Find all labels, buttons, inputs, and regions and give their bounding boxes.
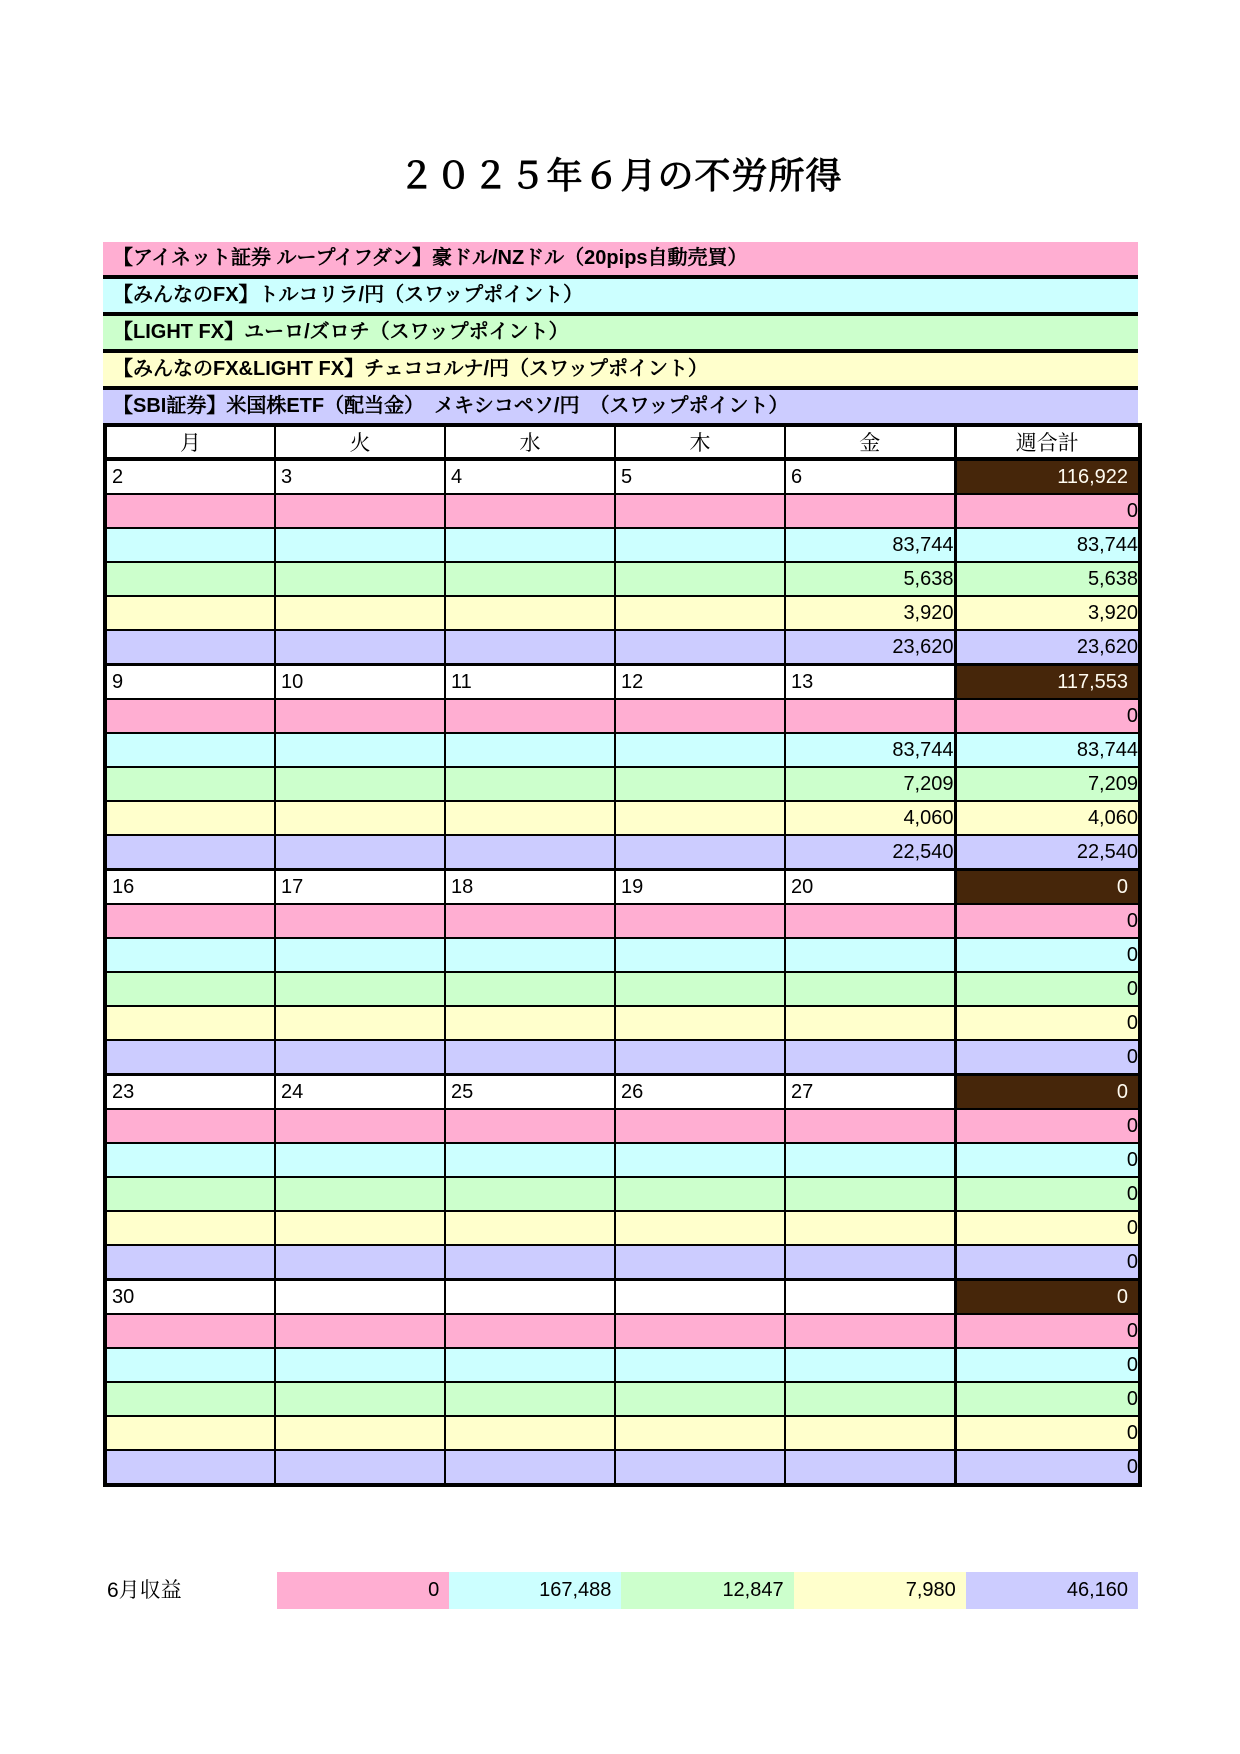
value-cell — [445, 630, 615, 665]
value-cell — [785, 1040, 955, 1075]
row-total-cell: 4,060 — [955, 801, 1140, 835]
value-cell — [105, 1143, 275, 1177]
value-cell — [275, 1211, 445, 1245]
date-cell: 6 — [785, 459, 955, 494]
value-cell: 22,540 — [785, 835, 955, 870]
series-row-minna-fx — [105, 938, 1140, 972]
series-row-minna-light-fx — [105, 801, 1140, 835]
date-cell: 24 — [275, 1075, 445, 1110]
date-cell: 27 — [785, 1075, 955, 1110]
value-cell — [105, 1109, 275, 1143]
date-cell: 26 — [615, 1075, 785, 1110]
row-total-cell: 0 — [955, 938, 1140, 972]
value-cell — [105, 1382, 275, 1416]
row-total-cell: 7,209 — [955, 767, 1140, 801]
value-cell — [615, 699, 785, 733]
row-total-cell: 0 — [955, 1245, 1140, 1280]
value-cell — [785, 494, 955, 528]
value-cell — [445, 528, 615, 562]
value-cell — [445, 699, 615, 733]
series-row-minna-light-fx — [105, 1006, 1140, 1040]
series-row-light-fx — [105, 562, 1140, 596]
value-cell — [105, 972, 275, 1006]
value-cell — [445, 1382, 615, 1416]
value-cell — [615, 1245, 785, 1280]
value-cell — [445, 733, 615, 767]
row-total-cell: 5,638 — [955, 562, 1140, 596]
row-total-cell: 0 — [955, 972, 1140, 1006]
value-cell: 23,620 — [785, 630, 955, 665]
value-cell — [275, 1416, 445, 1450]
value-cell — [785, 699, 955, 733]
value-cell — [615, 1109, 785, 1143]
week-total-cell: 116,922 — [955, 459, 1140, 494]
series-row-minna-light-fx — [105, 596, 1140, 630]
value-cell — [275, 596, 445, 630]
value-cell — [275, 699, 445, 733]
value-cell — [615, 904, 785, 938]
series-row-sbi — [105, 1245, 1140, 1280]
row-total-cell: 0 — [955, 494, 1140, 528]
value-cell — [785, 1450, 955, 1485]
monthly-summary — [107, 1572, 1138, 1609]
summary-value-light-fx: 12,847 — [621, 1572, 793, 1609]
row-total-cell: 83,744 — [955, 528, 1140, 562]
legend-item-label: 【みんなのFX】トルコリラ/円（スワップポイント） — [113, 284, 584, 306]
value-cell — [275, 1109, 445, 1143]
value-cell — [275, 767, 445, 801]
value-cell — [105, 1040, 275, 1075]
row-total-cell: 0 — [955, 1314, 1140, 1348]
summary-value-minna-light-fx: 7,980 — [794, 1572, 966, 1609]
row-total-cell: 0 — [955, 1177, 1140, 1211]
row-total-cell: 22,540 — [955, 835, 1140, 870]
value-cell — [615, 596, 785, 630]
legend-item-label: 【SBI証券】米国株ETF（配当金） メキシコペソ/円 （スワップポイント） — [113, 395, 789, 417]
value-cell — [105, 1416, 275, 1450]
series-row-light-fx — [105, 1382, 1140, 1416]
value-cell — [615, 972, 785, 1006]
value-cell — [105, 904, 275, 938]
value-cell: 4,060 — [785, 801, 955, 835]
value-cell — [105, 1211, 275, 1245]
value-cell — [105, 801, 275, 835]
row-total-cell: 23,620 — [955, 630, 1140, 665]
date-row — [105, 1075, 1140, 1110]
value-cell — [445, 835, 615, 870]
value-cell — [615, 630, 785, 665]
legend-item-label: 【LIGHT FX】ユーロ/ズロチ（スワップポイント） — [113, 321, 569, 343]
value-cell — [105, 1348, 275, 1382]
legend-item-light-fx — [103, 316, 1138, 353]
series-row-light-fx — [105, 1177, 1140, 1211]
date-cell: 18 — [445, 870, 615, 905]
series-row-minna-fx — [105, 528, 1140, 562]
weekday-header-row — [105, 425, 1140, 459]
date-cell: 19 — [615, 870, 785, 905]
date-cell: 23 — [105, 1075, 275, 1110]
date-cell: 16 — [105, 870, 275, 905]
series-row-ainet — [105, 494, 1140, 528]
value-cell — [275, 801, 445, 835]
value-cell — [785, 1143, 955, 1177]
value-cell — [615, 1416, 785, 1450]
value-cell — [785, 1211, 955, 1245]
series-row-sbi — [105, 630, 1140, 665]
summary-value-minna-fx: 167,488 — [449, 1572, 621, 1609]
value-cell — [615, 938, 785, 972]
value-cell — [275, 1314, 445, 1348]
value-cell — [275, 1040, 445, 1075]
value-cell — [615, 1006, 785, 1040]
date-cell: 9 — [105, 665, 275, 700]
value-cell — [445, 1416, 615, 1450]
value-cell: 83,744 — [785, 733, 955, 767]
date-cell: 13 — [785, 665, 955, 700]
value-cell — [785, 1109, 955, 1143]
value-cell — [445, 801, 615, 835]
value-cell — [445, 1348, 615, 1382]
value-cell — [275, 562, 445, 596]
summary-value-ainet: 0 — [277, 1572, 449, 1609]
row-total-cell: 0 — [955, 1416, 1140, 1450]
date-cell: 12 — [615, 665, 785, 700]
row-total-cell: 0 — [955, 1006, 1140, 1040]
date-cell: 11 — [445, 665, 615, 700]
page-title: ２０２５年６月の不労所得 — [398, 155, 843, 196]
value-cell — [445, 1040, 615, 1075]
value-cell — [275, 1382, 445, 1416]
date-row — [105, 459, 1140, 494]
date-cell: 4 — [445, 459, 615, 494]
legend — [103, 242, 1138, 423]
value-cell — [615, 1177, 785, 1211]
value-cell — [445, 938, 615, 972]
value-cell — [445, 904, 615, 938]
value-cell — [615, 562, 785, 596]
week-total-cell: 0 — [955, 1280, 1140, 1315]
series-row-sbi — [105, 835, 1140, 870]
value-cell — [785, 1006, 955, 1040]
value-cell — [785, 972, 955, 1006]
value-cell — [275, 528, 445, 562]
summary-label: 6月収益 — [107, 1579, 182, 1602]
value-cell — [275, 938, 445, 972]
value-cell — [275, 494, 445, 528]
legend-item-minna-fx — [103, 279, 1138, 316]
series-row-minna-light-fx — [105, 1416, 1140, 1450]
legend-item-label: 【アイネット証券 ループイフダン】豪ドル/NZドル（20pips自動売買） — [113, 247, 748, 269]
value-cell — [445, 1143, 615, 1177]
value-cell — [615, 767, 785, 801]
row-total-cell: 0 — [955, 699, 1140, 733]
value-cell: 5,638 — [785, 562, 955, 596]
value-cell — [785, 1416, 955, 1450]
value-cell — [785, 938, 955, 972]
value-cell — [105, 562, 275, 596]
value-cell — [105, 596, 275, 630]
row-total-cell: 0 — [955, 1040, 1140, 1075]
value-cell — [275, 1450, 445, 1485]
value-cell — [105, 835, 275, 870]
date-cell: 2 — [105, 459, 275, 494]
value-cell — [615, 1314, 785, 1348]
week-total-cell: 0 — [955, 1075, 1140, 1110]
value-cell — [105, 1006, 275, 1040]
row-total-cell: 0 — [955, 904, 1140, 938]
series-row-ainet — [105, 699, 1140, 733]
value-cell — [275, 1348, 445, 1382]
value-cell — [615, 1143, 785, 1177]
value-cell — [275, 733, 445, 767]
date-row — [105, 665, 1140, 700]
value-cell — [445, 1314, 615, 1348]
value-cell — [445, 1211, 615, 1245]
week-total-cell: 117,553 — [955, 665, 1140, 700]
legend-item-label: 【みんなのFX&LIGHT FX】チェココルナ/円（スワップポイント） — [113, 358, 709, 380]
value-cell — [445, 767, 615, 801]
value-cell — [105, 1314, 275, 1348]
col-header-wednesday: 水 — [445, 425, 615, 459]
value-cell — [615, 1382, 785, 1416]
date-row — [105, 1280, 1140, 1315]
value-cell — [445, 562, 615, 596]
col-header-tuesday: 火 — [275, 425, 445, 459]
series-row-ainet — [105, 1109, 1140, 1143]
col-header-thursday: 木 — [615, 425, 785, 459]
series-row-sbi — [105, 1040, 1140, 1075]
value-cell — [275, 1143, 445, 1177]
value-cell — [615, 528, 785, 562]
value-cell — [105, 767, 275, 801]
value-cell — [785, 1177, 955, 1211]
row-total-cell: 0 — [955, 1348, 1140, 1382]
date-row — [105, 870, 1140, 905]
value-cell — [105, 528, 275, 562]
value-cell: 83,744 — [785, 528, 955, 562]
value-cell: 3,920 — [785, 596, 955, 630]
legend-item-minna-light-fx — [103, 353, 1138, 390]
series-row-light-fx — [105, 767, 1140, 801]
row-total-cell: 0 — [955, 1143, 1140, 1177]
value-cell — [105, 494, 275, 528]
series-row-ainet — [105, 904, 1140, 938]
date-cell — [275, 1280, 445, 1315]
date-cell: 3 — [275, 459, 445, 494]
value-cell — [445, 1450, 615, 1485]
row-total-cell: 0 — [955, 1382, 1140, 1416]
series-row-sbi — [105, 1450, 1140, 1485]
value-cell — [785, 1382, 955, 1416]
value-cell — [105, 1177, 275, 1211]
value-cell — [105, 733, 275, 767]
value-cell — [275, 1177, 445, 1211]
legend-item-sbi — [103, 390, 1138, 423]
date-cell: 17 — [275, 870, 445, 905]
series-row-light-fx — [105, 972, 1140, 1006]
value-cell — [785, 904, 955, 938]
date-cell: 10 — [275, 665, 445, 700]
row-total-cell: 3,920 — [955, 596, 1140, 630]
value-cell — [275, 904, 445, 938]
value-cell — [785, 1245, 955, 1280]
series-row-minna-fx — [105, 1348, 1140, 1382]
row-total-cell: 83,744 — [955, 733, 1140, 767]
value-cell — [615, 1040, 785, 1075]
value-cell — [615, 733, 785, 767]
row-total-cell: 0 — [955, 1450, 1140, 1485]
value-cell — [105, 630, 275, 665]
income-calendar-table — [103, 423, 1142, 1487]
value-cell — [445, 1177, 615, 1211]
week-total-cell: 0 — [955, 870, 1140, 905]
value-cell — [275, 972, 445, 1006]
value-cell — [615, 835, 785, 870]
value-cell — [615, 494, 785, 528]
date-cell — [445, 1280, 615, 1315]
date-cell: 30 — [105, 1280, 275, 1315]
series-row-minna-light-fx — [105, 1211, 1140, 1245]
date-cell: 20 — [785, 870, 955, 905]
value-cell — [105, 1245, 275, 1280]
series-row-minna-fx — [105, 733, 1140, 767]
value-cell — [445, 1006, 615, 1040]
value-cell — [445, 972, 615, 1006]
summary-value-sbi: 46,160 — [966, 1572, 1138, 1609]
date-cell — [615, 1280, 785, 1315]
value-cell — [275, 1245, 445, 1280]
col-header-friday: 金 — [785, 425, 955, 459]
row-total-cell: 0 — [955, 1109, 1140, 1143]
date-cell — [785, 1280, 955, 1315]
date-cell: 25 — [445, 1075, 615, 1110]
legend-item-ainet-loop-ifdone — [103, 242, 1138, 279]
value-cell — [615, 1450, 785, 1485]
row-total-cell: 0 — [955, 1211, 1140, 1245]
value-cell — [785, 1314, 955, 1348]
value-cell — [445, 596, 615, 630]
col-header-monday: 月 — [105, 425, 275, 459]
value-cell — [615, 1348, 785, 1382]
value-cell — [105, 699, 275, 733]
value-cell — [275, 1006, 445, 1040]
col-header-week-total: 週合計 — [955, 425, 1140, 459]
value-cell — [615, 801, 785, 835]
value-cell — [445, 494, 615, 528]
series-row-ainet — [105, 1314, 1140, 1348]
value-cell — [615, 1211, 785, 1245]
value-cell — [275, 630, 445, 665]
value-cell — [275, 835, 445, 870]
value-cell — [445, 1245, 615, 1280]
date-cell: 5 — [615, 459, 785, 494]
value-cell — [785, 1348, 955, 1382]
value-cell — [105, 1450, 275, 1485]
series-row-minna-fx — [105, 1143, 1140, 1177]
value-cell — [445, 1109, 615, 1143]
value-cell — [105, 938, 275, 972]
value-cell: 7,209 — [785, 767, 955, 801]
